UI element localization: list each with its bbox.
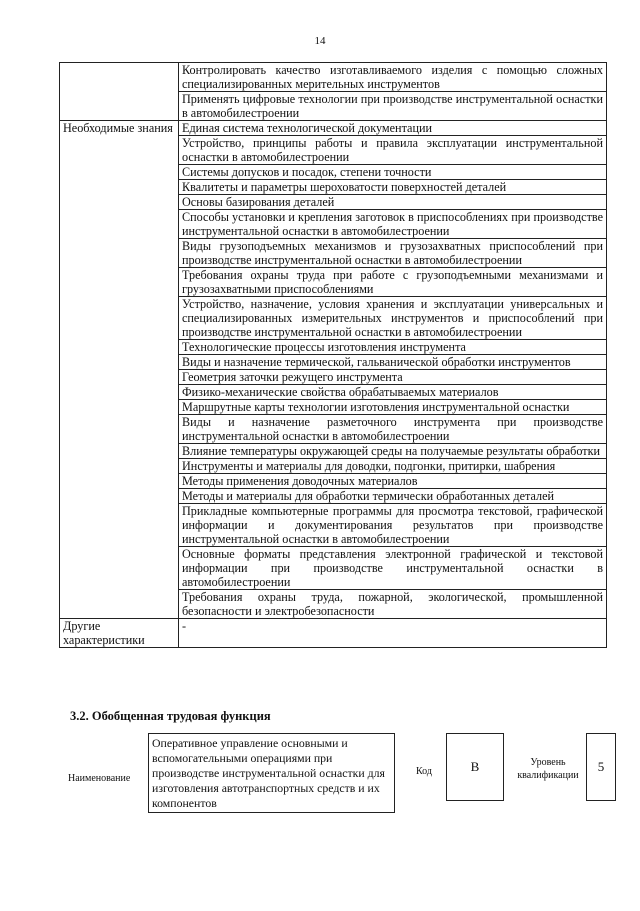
knowledge-item: Методы применения доводочных материалов	[179, 474, 607, 489]
knowledge-item: Устройство, назначение, условия хранения и эксплуатации универсальных и специализированных измерительных инструментов и приспособлений при производстве инструментальной оснастки в автомобилестроении	[179, 297, 607, 340]
knowledge-item: Требования охраны труда, пожарной, экологической, промышленной безопасности и электробезопасности	[179, 590, 607, 619]
knowledge-item: Устройство, принципы работы и правила эксплуатации инструментальной оснастки в автомобилестроении	[179, 136, 607, 165]
knowledge-label: Необходимые знания	[60, 121, 179, 619]
knowledge-item: Системы допусков и посадок, степени точности	[179, 165, 607, 180]
skill-item: Применять цифровые технологии при производстве инструментальной оснастки в автомобилестроении	[179, 92, 607, 121]
qualification-level-value: 5	[586, 733, 616, 801]
code-label: Код	[416, 766, 432, 777]
knowledge-item: Требования охраны труда при работе с грузоподъемными механизмами и грузозахватными приспособлениями	[179, 268, 607, 297]
code-value: В	[446, 733, 504, 801]
other-characteristics-label: Другие характеристики	[60, 619, 179, 648]
knowledge-item: Виды и назначение термической, гальванической обработки инструментов	[179, 355, 607, 370]
other-characteristics-value: -	[179, 619, 607, 648]
knowledge-item: Основы базирования деталей	[179, 195, 607, 210]
knowledge-item: Единая система технологической документации	[179, 121, 607, 136]
knowledge-item: Способы установки и крепления заготовок в приспособлениях при производстве инструментальной оснастки в автомобилестроении	[179, 210, 607, 239]
skill-item: Контролировать качество изготавливаемого изделия с помощью сложных специализированных мерительных инструментов	[179, 63, 607, 92]
knowledge-item: Маршрутные карты технологии изготовления инструментальной оснастки	[179, 400, 607, 415]
knowledge-item: Технологические процессы изготовления инструмента	[179, 340, 607, 355]
page-number: 14	[314, 35, 326, 47]
knowledge-item: Квалитеты и параметры шероховатости поверхностей деталей	[179, 180, 607, 195]
knowledge-item: Основные форматы представления электронной графической и текстовой информации при производстве инструментальной оснастки в автомобилестроении	[179, 547, 607, 590]
knowledge-item: Виды грузоподъемных механизмов и грузозахватных приспособлений при производстве инструментальной оснастки в автомобилестроении	[179, 239, 607, 268]
name-label: Наименование	[68, 773, 131, 784]
knowledge-table	[59, 62, 607, 648]
knowledge-item: Прикладные компьютерные программы для просмотра текстовой, графической информации и документирования результатов при производстве инструментальной оснастки в автомобилестроении	[179, 504, 607, 547]
table-row	[60, 619, 607, 648]
knowledge-item: Геометрия заточки режущего инструмента	[179, 370, 607, 385]
knowledge-item: Методы и материалы для обработки термически обработанных деталей	[179, 489, 607, 504]
qualification-level-label: Уровень квалификации	[517, 757, 579, 781]
knowledge-item: Влияние температуры окружающей среды на получаемые результаты обработки	[179, 444, 607, 459]
table-row	[60, 63, 607, 92]
knowledge-item: Физико-механические свойства обрабатываемых материалов	[179, 385, 607, 400]
section-heading: 3.2. Обобщенная трудовая функция	[70, 709, 271, 723]
name-value: Оперативное управление основными и вспомогательными операциями при производстве инструментальной оснастки для изготовления автотранспортных средств и их компонентов	[148, 733, 395, 813]
knowledge-item: Виды и назначение разметочного инструмента при производстве инструментальной оснастки в автомобилестроении	[179, 415, 607, 444]
knowledge-item: Инструменты и материалы для доводки, подгонки, притирки, шабрения	[179, 459, 607, 474]
table-row	[60, 121, 607, 136]
empty-label-cell	[60, 63, 179, 121]
